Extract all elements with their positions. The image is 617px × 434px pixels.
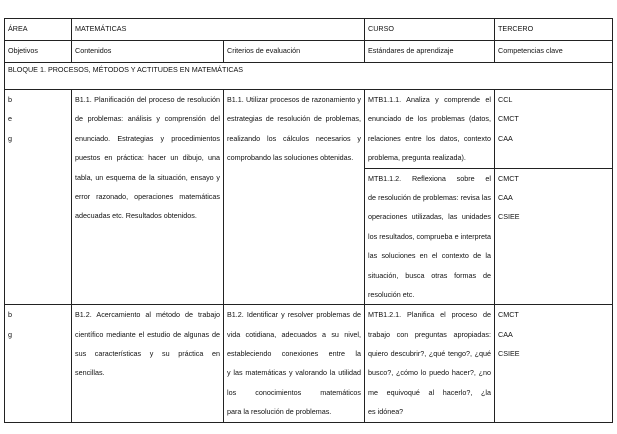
- text-line: realizando los cálculos necesarios y: [227, 133, 362, 143]
- text-line: MTB1.1.2. Reflexiona sobre el: [368, 173, 492, 183]
- curso-label: CURSO: [365, 19, 495, 41]
- text-line: estableciendo conexiones entre la: [227, 349, 362, 359]
- row1-competencias-b: [495, 168, 613, 305]
- text-line: adecuadas etc. Resultados obtenidos.: [75, 211, 197, 221]
- area-label: ÁREA: [5, 19, 72, 41]
- objetivo-item: b: [8, 310, 12, 320]
- bloque-title: BLOQUE 1. PROCESOS, MÉTODOS Y ACTITUDES EN MATEMÁTICAS: [5, 63, 613, 90]
- text-line: trabajo con preguntas apropiadas:: [368, 329, 492, 339]
- text-line: B1.1. Utilizar procesos de razonamiento y: [227, 95, 362, 104]
- text-line: vida cotidiana, adecuados a su nivel,: [227, 329, 362, 339]
- text-line: me equivoqué al hacerlo?, ¿la: [368, 387, 492, 397]
- text-line: resolución etc.: [368, 289, 415, 299]
- text-line: sencillas.: [75, 368, 105, 378]
- row2: [5, 305, 613, 422]
- text-line: científico mediante el estudio de algunas de: [75, 329, 220, 339]
- competencia-item: CAA: [498, 329, 513, 339]
- area-value: MATEMÁTICAS: [72, 19, 365, 41]
- curriculum-table: [4, 18, 613, 423]
- text-line: B1.2. Acercamiento al método de trabajo: [75, 310, 220, 320]
- text-line: puestos en práctica: hacer un dibujo, una: [75, 153, 220, 163]
- objetivo-item: g: [8, 329, 12, 339]
- competencia-item: CAA: [498, 192, 513, 202]
- row1-criterios: [224, 90, 365, 305]
- competencia-item: CSIEE: [498, 212, 520, 222]
- row2-competencias: [495, 305, 613, 422]
- row2-objetivos: [5, 305, 72, 422]
- text-line: y las matemáticas y valorando la utilidad: [227, 368, 362, 378]
- objetivo-item: g: [8, 133, 12, 143]
- row2-criterios: [224, 305, 365, 422]
- text-line: de problemas: análisis y comprensión del: [75, 114, 220, 124]
- columns-row: [5, 41, 613, 63]
- text-line: comprobando las soluciones obtenidas.: [227, 153, 354, 163]
- col-objetivos: Objetivos: [5, 41, 72, 63]
- objetivo-item: e: [8, 114, 12, 124]
- competencia-item: CMCT: [498, 114, 519, 124]
- text-line: quiero descubrir?, ¿qué tengo?, ¿qué: [368, 349, 492, 359]
- text-line: B1.1. Planificación del proceso de resolución: [75, 95, 220, 104]
- row2-contenidos: [72, 305, 224, 422]
- text-line: tabla, un esquema de la situación, ensayo y: [75, 172, 220, 182]
- text-line: las soluciones en el contexto de la: [368, 251, 492, 261]
- text-line: MTB1.1.1. Analiza y comprende el: [368, 95, 492, 104]
- row1-contenidos: [72, 90, 224, 305]
- competencia-item: CCL: [498, 95, 513, 104]
- row1a: [5, 90, 613, 169]
- curso-value: TERCERO: [495, 19, 613, 41]
- text-line: problema, pregunta realizada).: [368, 153, 466, 163]
- text-line: situación, busca otras formas de: [368, 270, 492, 280]
- text-line: es idónea?: [368, 407, 404, 417]
- col-competencias: Competencias clave: [495, 41, 613, 63]
- text-line: estrategias de resolución de problemas,: [227, 114, 362, 124]
- text-line: los conocimientos matemáticos: [227, 387, 362, 397]
- header-row: [5, 19, 613, 41]
- row1-estandar-b: [365, 168, 495, 305]
- text-line: MTB1.2.1. Planifica el proceso de: [368, 310, 492, 320]
- text-line: relaciones entre los datos, contexto: [368, 133, 492, 143]
- col-contenidos: Contenidos: [72, 41, 224, 63]
- row1-objetivos: [5, 90, 72, 305]
- text-line: B1.2. Identificar y resolver problemas de: [227, 310, 362, 320]
- text-line: busco?, ¿cómo lo puedo hacer?, ¿no: [368, 368, 492, 378]
- competencia-item: CMCT: [498, 310, 519, 320]
- text-line: de resolución de problemas: revisa las: [368, 192, 492, 202]
- row1-estandar-a: [365, 90, 495, 169]
- bloque-row: [5, 63, 613, 90]
- text-line: para la resolución de problemas.: [227, 407, 332, 417]
- competencia-item: CSIEE: [498, 349, 520, 359]
- text-line: enunciado de los problemas (datos,: [368, 114, 492, 124]
- text-line: enunciado. Estrategias y procedimientos: [75, 133, 220, 143]
- text-line: operaciones utilizadas, las unidades: [368, 212, 492, 222]
- row2-estandar: [365, 305, 495, 422]
- competencia-item: CMCT: [498, 173, 519, 183]
- objetivo-item: b: [8, 95, 12, 104]
- text-line: sus características y su práctica en: [75, 349, 220, 359]
- row1-competencias-a: [495, 90, 613, 169]
- col-criterios: Criterios de evaluación: [224, 41, 365, 63]
- text-line: error razonado, operaciones matemáticas: [75, 191, 220, 201]
- col-estandares: Estándares de aprendizaje: [365, 41, 495, 63]
- competencia-item: CAA: [498, 133, 513, 143]
- text-line: los resultados, comprueba e interpreta: [368, 231, 492, 241]
